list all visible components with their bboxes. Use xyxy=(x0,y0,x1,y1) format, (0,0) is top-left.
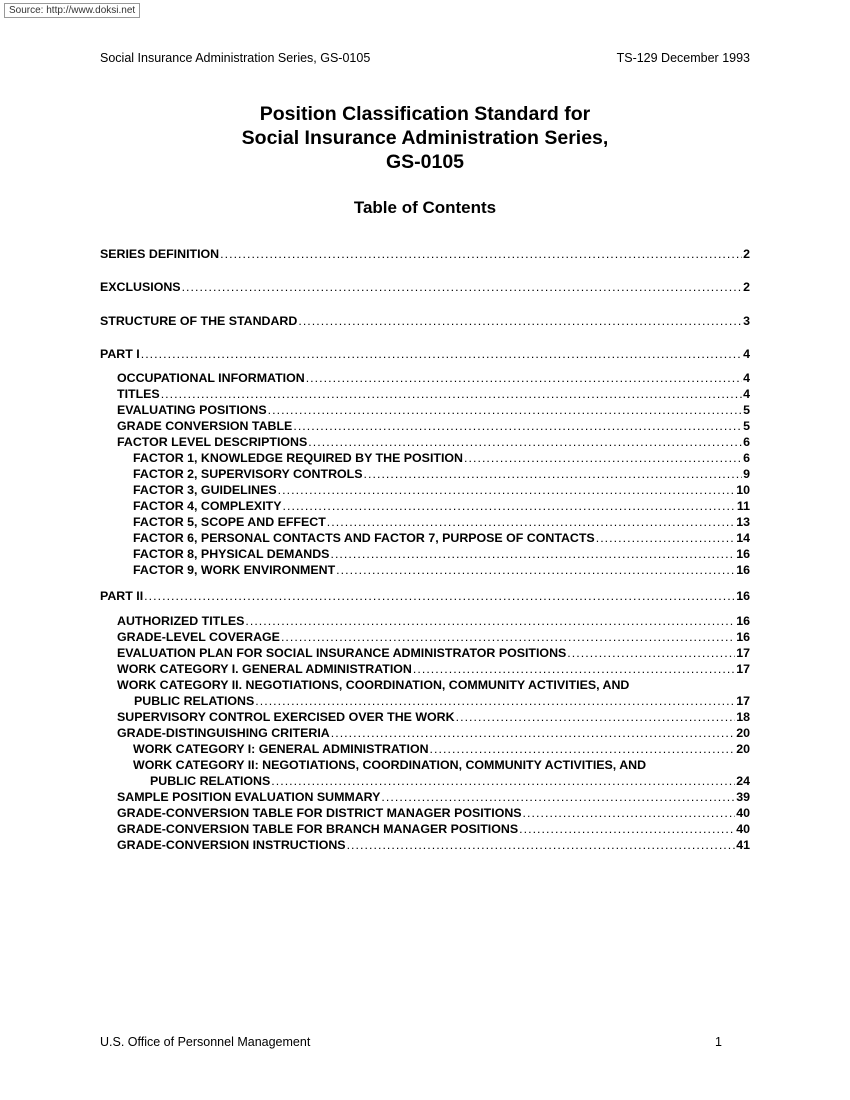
toc-label: FACTOR 9, WORK ENVIRONMENT xyxy=(133,563,336,577)
dot-leader xyxy=(278,482,736,498)
toc-entry-factor-level-descriptions[interactable] xyxy=(117,434,750,450)
toc-heading: Table of Contents xyxy=(353,198,497,217)
dot-leader xyxy=(245,613,735,629)
dot-leader xyxy=(381,789,735,805)
toc-entry-work-category-2-line-1[interactable]: WORK CATEGORY II. NEGOTIATIONS, COORDINATION, COMMUNITY ACTIVITIES, AND xyxy=(117,678,630,692)
toc-label: EVALUATION PLAN FOR SOCIAL INSURANCE ADMINISTRATOR POSITIONS xyxy=(117,646,567,660)
dot-leader xyxy=(430,741,736,757)
toc-page: 16 xyxy=(736,614,750,628)
toc-page: 6 xyxy=(743,435,750,449)
toc-entry-titles[interactable] xyxy=(117,386,750,402)
dot-leader xyxy=(144,588,735,604)
dot-leader xyxy=(281,629,735,645)
toc-entry-gdc-work-category-2-line-1[interactable]: WORK CATEGORY II: NEGOTIATIONS, COORDINATION, COMMUNITY ACTIVITIES, AND xyxy=(133,758,647,772)
toc-entry-part-2[interactable] xyxy=(100,588,750,604)
toc-entry-grade-level-coverage[interactable] xyxy=(117,629,750,645)
dot-leader xyxy=(523,805,736,821)
toc-page: 2 xyxy=(743,280,750,294)
toc-page: 5 xyxy=(743,403,750,417)
page-header xyxy=(100,51,750,65)
dot-leader xyxy=(519,821,735,837)
toc-entry-exclusions[interactable] xyxy=(100,279,750,295)
dot-leader xyxy=(306,370,742,386)
toc-page: 3 xyxy=(743,314,750,328)
toc-label: GRADE-LEVEL COVERAGE xyxy=(117,630,280,644)
dot-leader xyxy=(161,386,742,402)
toc-page: 24 xyxy=(736,774,750,788)
toc-label: TITLES xyxy=(117,387,160,401)
toc-page: 17 xyxy=(736,662,750,676)
title-line-1: Position Classification Standard for xyxy=(259,103,591,125)
toc-entry-gdc-work-category-1[interactable] xyxy=(133,741,750,757)
dot-leader xyxy=(141,346,742,362)
toc-page: 11 xyxy=(736,499,750,513)
toc-entry-grade-distinguishing-criteria[interactable] xyxy=(117,725,750,741)
toc-label: EXCLUSIONS xyxy=(100,280,181,294)
toc-entry-occupational-information[interactable] xyxy=(117,370,750,386)
dot-leader xyxy=(413,661,735,677)
document-title xyxy=(100,102,750,174)
toc-page: 5 xyxy=(743,419,750,433)
dot-leader xyxy=(255,693,735,709)
toc-label: OCCUPATIONAL INFORMATION xyxy=(117,371,305,385)
title-line-3: GS-0105 xyxy=(385,151,465,173)
toc-entry-factor-3[interactable] xyxy=(133,482,750,498)
toc-entry-factor-4[interactable] xyxy=(133,498,750,514)
dot-leader xyxy=(347,837,736,853)
toc-page: 39 xyxy=(736,790,750,804)
footer-page-number: 1 xyxy=(715,1035,722,1049)
toc-entry-factor-9[interactable] xyxy=(133,562,750,578)
toc-label: GRADE-CONVERSION TABLE FOR DISTRICT MANAGER POSITIONS xyxy=(117,806,522,820)
toc-entry-structure[interactable] xyxy=(100,313,750,329)
toc-page: 20 xyxy=(736,742,750,756)
toc-page: 40 xyxy=(736,806,750,820)
toc-label: WORK CATEGORY I. GENERAL ADMINISTRATION xyxy=(117,662,412,676)
toc-page: 20 xyxy=(736,726,750,740)
toc-entry-grade-conversion-table[interactable] xyxy=(117,418,750,434)
toc-label: PUBLIC RELATIONS xyxy=(150,774,271,788)
header-series: Social Insurance Administration Series, GS-0105 xyxy=(100,51,371,65)
toc-entry-factor-2[interactable] xyxy=(133,466,750,482)
source-label: Source: http://www.doksi.net xyxy=(4,3,140,18)
toc-label: GRADE-CONVERSION INSTRUCTIONS xyxy=(117,838,346,852)
toc-entry-sample-summary[interactable] xyxy=(117,789,750,805)
toc-page: 16 xyxy=(736,589,750,603)
toc-page: 17 xyxy=(736,646,750,660)
toc-page: 2 xyxy=(743,247,750,261)
toc-label: PART I xyxy=(100,347,140,361)
dot-leader xyxy=(364,466,743,482)
toc-label: SUPERVISORY CONTROL EXERCISED OVER THE WORK xyxy=(117,710,455,724)
dot-leader xyxy=(308,434,742,450)
toc-page: 13 xyxy=(736,515,750,529)
toc-label: SAMPLE POSITION EVALUATION SUMMARY xyxy=(117,790,381,804)
toc-entry-factor-5[interactable] xyxy=(133,514,750,530)
toc-page: 18 xyxy=(736,710,750,724)
dot-leader xyxy=(456,709,736,725)
toc-entry-factor-8[interactable] xyxy=(133,546,750,562)
dot-leader xyxy=(336,562,735,578)
toc-page: 14 xyxy=(736,531,750,545)
toc-page: 16 xyxy=(736,547,750,561)
toc-entry-part-1[interactable] xyxy=(100,346,750,362)
page-footer xyxy=(100,1035,722,1049)
toc-label: FACTOR 6, PERSONAL CONTACTS AND FACTOR 7, PURPOSE OF CONTACTS xyxy=(133,531,595,545)
dot-leader xyxy=(567,645,735,661)
toc-label: FACTOR 3, GUIDELINES xyxy=(133,483,277,497)
toc-label: GRADE-DISTINGUISHING CRITERIA xyxy=(117,726,330,740)
toc-label: SERIES DEFINITION xyxy=(100,247,220,261)
dot-leader xyxy=(282,498,735,514)
toc-label: FACTOR 2, SUPERVISORY CONTROLS xyxy=(133,467,363,481)
toc-page: 41 xyxy=(736,838,750,852)
toc-entry-evaluating-positions[interactable] xyxy=(117,402,750,418)
toc-entry-work-category-2[interactable] xyxy=(134,693,750,709)
toc-label: PUBLIC RELATIONS xyxy=(134,694,255,708)
toc-entry-gct-district[interactable] xyxy=(117,805,750,821)
title-line-2: Social Insurance Administration Series, xyxy=(241,127,609,149)
toc-entry-gc-instructions[interactable] xyxy=(117,837,750,853)
toc-label: FACTOR 4, COMPLEXITY xyxy=(133,499,282,513)
dot-leader xyxy=(596,530,736,546)
toc-entry-factor-6[interactable] xyxy=(133,530,750,546)
toc-page: 4 xyxy=(743,347,750,361)
toc-label: EVALUATING POSITIONS xyxy=(117,403,267,417)
dot-leader xyxy=(327,514,735,530)
dot-leader xyxy=(220,246,742,262)
toc-entry-gdc-work-category-2[interactable] xyxy=(150,773,750,789)
toc-page: 17 xyxy=(736,694,750,708)
toc-label: PART II xyxy=(100,589,144,603)
toc-page: 16 xyxy=(736,563,750,577)
toc-entry-supervisory-control[interactable] xyxy=(117,709,750,725)
toc-entry-gct-branch[interactable] xyxy=(117,821,750,837)
toc-entry-work-category-1[interactable] xyxy=(117,661,750,677)
dot-leader xyxy=(331,725,735,741)
dot-leader xyxy=(464,450,742,466)
toc-entry-evaluation-plan[interactable] xyxy=(117,645,750,661)
dot-leader xyxy=(330,546,735,562)
toc-label: FACTOR LEVEL DESCRIPTIONS xyxy=(117,435,308,449)
toc-entry-authorized-titles[interactable] xyxy=(117,613,750,629)
toc-label: WORK CATEGORY I: GENERAL ADMINISTRATION xyxy=(133,742,429,756)
toc-page: 4 xyxy=(743,371,750,385)
toc-label: FACTOR 5, SCOPE AND EFFECT xyxy=(133,515,326,529)
toc-page: 6 xyxy=(743,451,750,465)
toc-page: 9 xyxy=(743,467,750,481)
dot-leader xyxy=(298,313,742,329)
toc-label: GRADE CONVERSION TABLE xyxy=(117,419,293,433)
dot-leader xyxy=(182,279,743,295)
toc-entry-series-definition[interactable] xyxy=(100,246,750,262)
header-date: TS-129 December 1993 xyxy=(616,51,750,65)
toc-page: 16 xyxy=(736,630,750,644)
toc-label: AUTHORIZED TITLES xyxy=(117,614,245,628)
dot-leader xyxy=(271,773,735,789)
toc-label: FACTOR 1, KNOWLEDGE REQUIRED BY THE POSITION xyxy=(133,451,463,465)
toc-page: 10 xyxy=(736,483,750,497)
toc-label: FACTOR 8, PHYSICAL DEMANDS xyxy=(133,547,330,561)
dot-leader xyxy=(268,402,742,418)
footer-organization: U.S. Office of Personnel Management xyxy=(100,1035,311,1049)
toc-page: 4 xyxy=(743,387,750,401)
toc-page: 40 xyxy=(736,822,750,836)
toc-label: GRADE-CONVERSION TABLE FOR BRANCH MANAGER POSITIONS xyxy=(117,822,519,836)
toc-label: STRUCTURE OF THE STANDARD xyxy=(100,314,298,328)
toc-entry-factor-1[interactable] xyxy=(133,450,750,466)
dot-leader xyxy=(293,418,742,434)
